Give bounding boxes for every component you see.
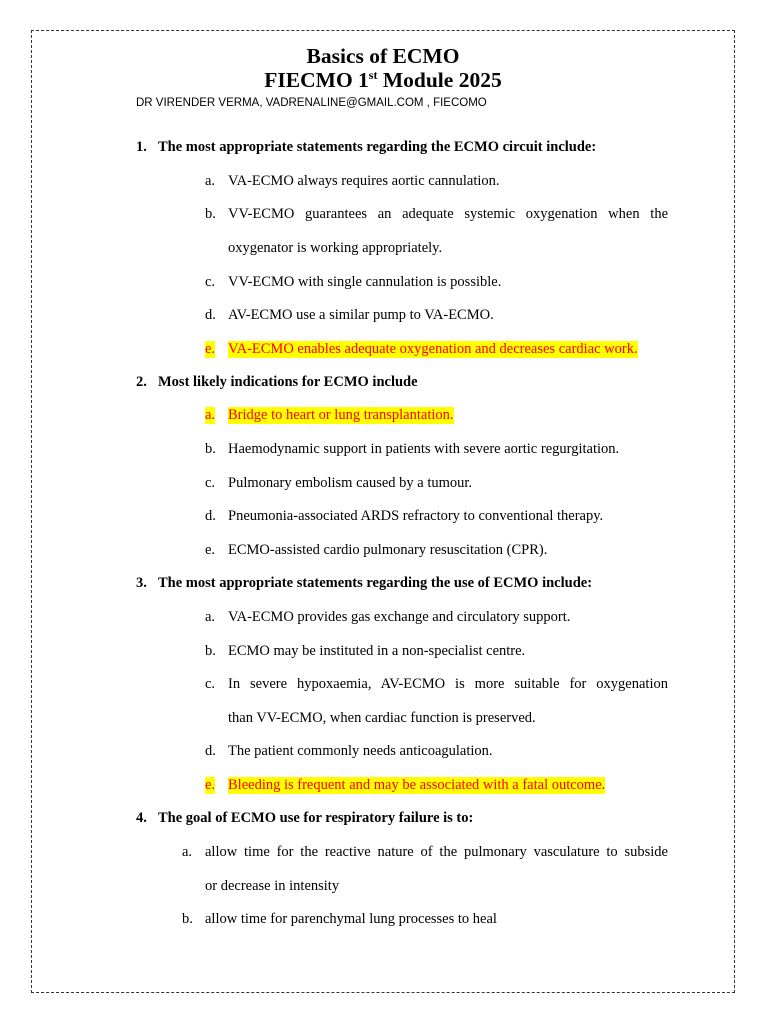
option-4a-continued: or decrease in intensity xyxy=(205,878,340,894)
question-text: The most appropriate statements regarding the use of ECMO include: xyxy=(158,575,593,591)
subtitle-superscript: st xyxy=(368,67,378,82)
option-text: Pneumonia-associated ARDS refractory to conventional therapy. xyxy=(228,508,604,524)
option-letter: b. xyxy=(182,911,193,927)
document-subtitle xyxy=(31,68,735,92)
option-text: In severe hypoxaemia, AV-ECMO is more suitable for oxygenation xyxy=(228,676,668,692)
subtitle-suffix: Module 2025 xyxy=(377,68,502,92)
option-letter: e. xyxy=(205,341,216,357)
question-number: 4. xyxy=(136,810,147,826)
option-letter: a. xyxy=(205,173,216,189)
subtitle-prefix: FIECMO 1 xyxy=(264,68,369,92)
author-line: DR VIRENDER VERMA, VADRENALINE@GMAIL.COM , FIECOMO xyxy=(136,97,487,109)
option-text: ECMO-assisted cardio pulmonary resuscitation (CPR). xyxy=(228,542,548,558)
question-text: Most likely indications for ECMO include xyxy=(158,374,418,390)
option-text: Bridge to heart or lung transplantation. xyxy=(228,407,454,423)
option-text: VA-ECMO always requires aortic cannulation. xyxy=(228,173,500,189)
option-letter: b. xyxy=(205,441,216,457)
option-letter: d. xyxy=(205,743,216,759)
question-number: 2. xyxy=(136,374,147,390)
question-1 xyxy=(136,139,596,156)
option-letter: c. xyxy=(205,475,216,491)
option-letter: a. xyxy=(205,407,216,423)
question-3 xyxy=(136,575,592,592)
option-letter: d. xyxy=(205,508,216,524)
document-title: Basics of ECMO xyxy=(306,44,460,68)
option-text: Pulmonary embolism caused by a tumour. xyxy=(228,475,473,491)
option-letter: e. xyxy=(205,542,216,558)
option-text: The patient commonly needs anticoagulation. xyxy=(228,743,493,759)
option-letter: b. xyxy=(205,643,216,659)
option-text: allow time for parenchymal lung processes to heal xyxy=(205,911,497,927)
option-letter: b. xyxy=(205,206,216,222)
option-text: ECMO may be instituted in a non-specialist centre. xyxy=(228,643,526,659)
option-text: VV-ECMO with single cannulation is possible. xyxy=(228,274,502,290)
option-letter: c. xyxy=(205,676,216,692)
option-letter: c. xyxy=(205,274,216,290)
option-letter: d. xyxy=(205,307,216,323)
question-2 xyxy=(136,374,418,391)
option-text: Haemodynamic support in patients with severe aortic regurgitation. xyxy=(228,441,620,457)
option-1b-continued: oxygenator is working appropriately. xyxy=(228,240,443,256)
option-3c-continued: than VV-ECMO, when cardiac function is preserved. xyxy=(228,710,536,726)
question-number: 1. xyxy=(136,139,147,155)
option-text: Bleeding is frequent and may be associated with a fatal outcome. xyxy=(228,777,606,793)
option-text: allow time for the reactive nature of the pulmonary vasculature to subside xyxy=(205,844,668,860)
option-letter: a. xyxy=(205,609,216,625)
option-text: VA-ECMO enables adequate oxygenation and decreases cardiac work. xyxy=(228,341,638,357)
question-4 xyxy=(136,810,473,827)
option-text: AV-ECMO use a similar pump to VA-ECMO. xyxy=(228,307,494,323)
option-letter: e. xyxy=(205,777,216,793)
option-text: VA-ECMO provides gas exchange and circulatory support. xyxy=(228,609,571,625)
question-text: The most appropriate statements regarding the ECMO circuit include: xyxy=(158,139,597,155)
option-text: VV-ECMO guarantees an adequate systemic oxygenation when the xyxy=(228,206,668,222)
option-letter: a. xyxy=(182,844,193,860)
question-text: The goal of ECMO use for respiratory failure is to: xyxy=(158,810,474,826)
title-block xyxy=(31,44,735,92)
question-number: 3. xyxy=(136,575,147,591)
